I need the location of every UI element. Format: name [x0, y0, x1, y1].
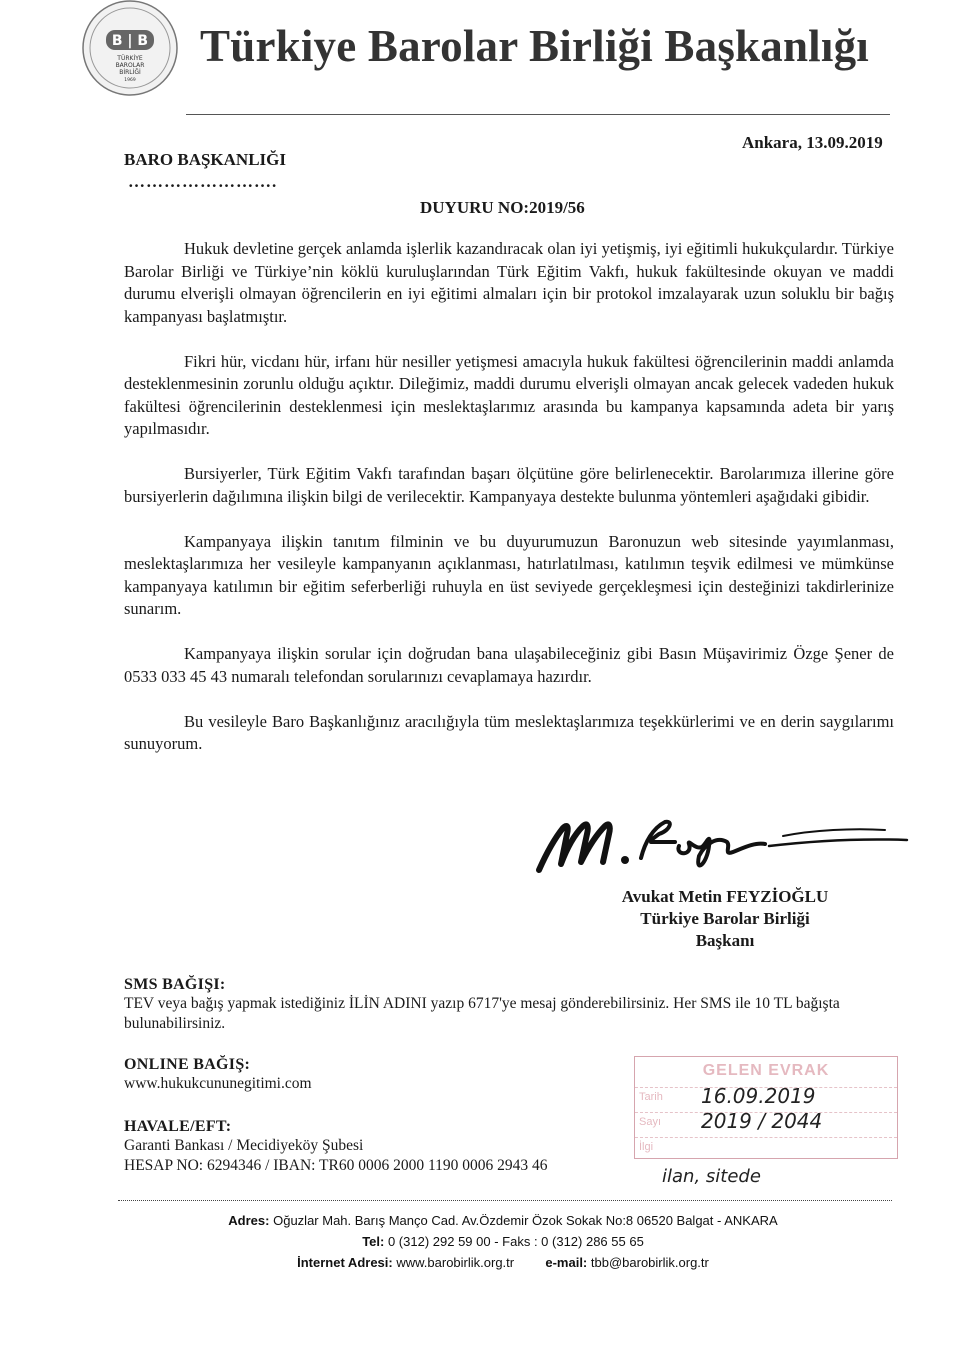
stamp-label-number: Sayı: [639, 1116, 662, 1128]
footer-address-line: [118, 1210, 888, 1231]
transfer-title: HAVALE/EFT:: [124, 1118, 232, 1135]
account-iban: HESAP NO: 6294346 / IBAN: TR60 0006 2000 1190 0006 2943 46: [124, 1157, 548, 1174]
handwritten-note: ilan, sitede: [662, 1166, 761, 1187]
stamp-row-subject: [635, 1137, 897, 1161]
letter-body: [124, 238, 894, 778]
footer-tel: 0 (312) 292 59 00 - Faks : 0 (312) 286 55 65: [387, 1234, 644, 1249]
stamp-label-subject: İlgi: [639, 1141, 654, 1153]
handwritten-signature: [533, 812, 913, 878]
recipient-placeholder-dots: …………………….: [128, 172, 278, 191]
announcement-number: DUYURU NO:2019/56: [420, 198, 585, 217]
footer-divider: [118, 1200, 892, 1201]
header-divider: [186, 114, 890, 115]
footer-address: Oğuzlar Mah. Barış Manço Cad. Av.Özdemir Özok Sokak No:8 06520 Balgat - ANKARA: [273, 1213, 778, 1228]
body-paragraph: Bursiyerler, Türk Eğitim Vakfı tarafından başarı ölçütüne göre belirlenecektir. Barolarımıza illerine göre bursiyerlerin dağılımına ilişkin bilgi de verilecektir. Kampanyaya destekte bulunma yöntemleri aşağıdaki gibidir.: [124, 464, 894, 506]
stamp-label-date: Tarih: [639, 1091, 663, 1103]
stamp-handwritten-date: 16.09.2019: [701, 1084, 816, 1108]
svg-text:1969: 1969: [124, 78, 136, 83]
incoming-document-stamp: [634, 1056, 898, 1159]
letterhead-footer: [118, 1210, 888, 1273]
online-url: www.hukukcununegitimi.com: [124, 1075, 312, 1092]
stamp-row-number: [635, 1109, 897, 1136]
body-paragraph: Kampanyaya ilişkin tanıtım filminin ve bu duyurumuzun Baronuzun web sitesinde yayımlanması, meslektaşlarımıza her vesileyle kampanyanın açıklanması, hatırlatılması, katılımın teşvik edilmesi ve mümkünse kampanyaya katılımın bir eğitim seferberliği ruhuyla en üst seviyede gerçekleşmesi için desteğinizi takdirlerinize sunarım.: [124, 531, 894, 618]
footer-web-line: [118, 1252, 888, 1273]
tbb-logo-seal: [82, 0, 178, 108]
online-donation-section: [124, 1056, 624, 1094]
organization-title: Türkiye Barolar Birliği Başkanlığı: [200, 21, 869, 71]
transfer-section: [124, 1118, 644, 1176]
signer-name: Avukat Metin FEYZİOĞLU: [621, 887, 829, 906]
svg-text:TÜRKİYE: TÜRKİYE: [117, 55, 143, 62]
signer-organization: Türkiye Barolar Birliği: [640, 909, 810, 928]
bank-branch: Garanti Bankası / Mecidiyeköy Şubesi: [124, 1137, 364, 1154]
stamp-handwritten-number: 2019 / 2044: [701, 1109, 823, 1133]
document-date: Ankara, 13.09.2019: [742, 133, 883, 152]
body-paragraph: Hukuk devletine gerçek anlamda işlerlik kazandıracak olan iyi yetişmiş, iyi eğitimli hukukçulardır. Türkiye Barolar Birliği ve Türkiye’nin köklü kuruluşlarından Türk Eğitim Vakfı, hukuk fakültesinde okuyan ve maddi durumu elverişli olmayan öğrencilerin en iyi eğitimi almaları için bir protokol imzalayarak uzun soluklu bir bağış kampanyası başlatmıştır.: [124, 239, 894, 326]
body-paragraph: Bu vesileyle Baro Başkanlığınız aracılığıyla tüm meslektaşlarımıza teşekkürlerimi ve en derin saygılarımı sunuyorum.: [124, 711, 894, 753]
footer-web-label: İnternet Adresi:: [297, 1255, 393, 1270]
footer-phone-line: [118, 1231, 888, 1252]
footer-email: tbb@barobirlik.org.tr: [590, 1255, 709, 1270]
footer-email-label: e-mail:: [545, 1255, 588, 1270]
signer-block: [560, 886, 890, 952]
sms-donation-section: [124, 976, 894, 1034]
stamp-row-date: [635, 1084, 897, 1111]
footer-web: www.barobirlik.org.tr: [396, 1255, 515, 1270]
svg-text:BAROLAR: BAROLAR: [115, 62, 145, 69]
footer-tel-label: Tel:: [362, 1234, 385, 1249]
stamp-title: GELEN EVRAK: [702, 1062, 830, 1079]
sms-text: TEV veya bağış yapmak istediğiniz İLİN ADINI yazıp 6717'ye mesaj gönderebilirsiniz. Her SMS ile 10 TL bağışta bulunabilirsiniz.: [124, 995, 840, 1032]
svg-text:B | B: B | B: [111, 33, 149, 49]
signer-title: Başkanı: [695, 931, 755, 950]
footer-address-label: Adres:: [228, 1213, 270, 1228]
sms-title: SMS BAĞIŞI:: [124, 976, 226, 993]
svg-text:BİRLİĞİ: BİRLİĞİ: [119, 69, 141, 76]
recipient: BARO BAŞKANLIĞI: [124, 150, 287, 169]
body-paragraph: Fikri hür, vicdanı hür, irfanı hür nesiller yetişmesi amacıyla hukuk fakültesi öğrencilerinin maddi anlamda desteklenmesinin zorunlu olduğu açıktır. Dileğimiz, maddi durumu elverişli olmayan ancak gelecek vadeden hukuk fakültesi öğrencilerinin desteklenmesi için meslektaşlarımız arasında bu kampanya kapsamında adeta bir yarış yapılmasıdır.: [124, 351, 894, 438]
online-title: ONLINE BAĞIŞ:: [124, 1056, 251, 1073]
body-paragraph: Kampanyaya ilişkin sorular için doğrudan bana ulaşabileceğiniz gibi Basın Müşavirimiz Özge Şener de 0533 033 45 43 numaralı telefondan sorularınızı cevaplamaya hazırdır.: [124, 644, 894, 686]
